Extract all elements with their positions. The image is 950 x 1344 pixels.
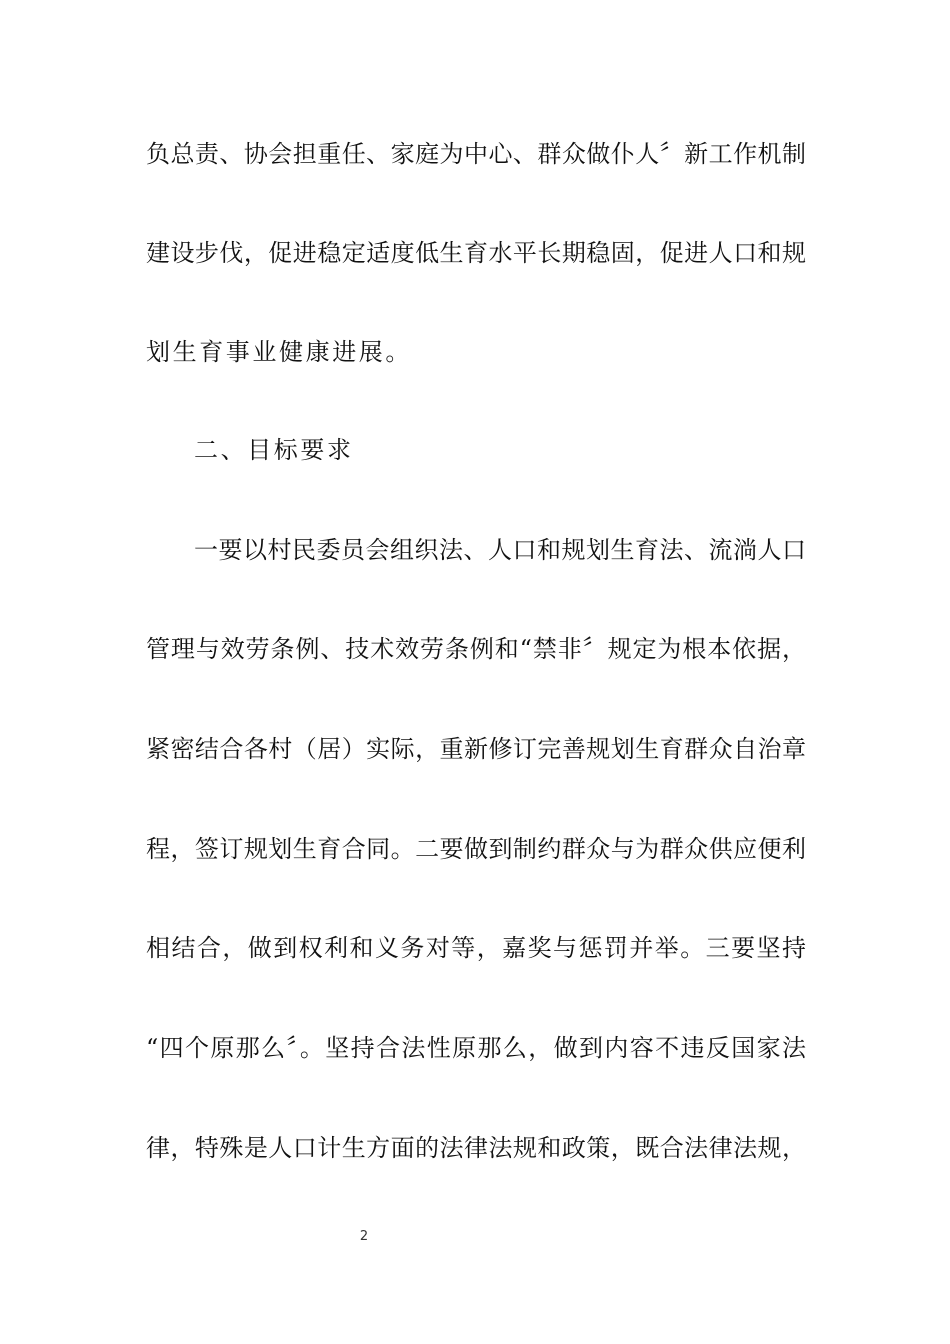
body-text-line: 负总责、协会担重任、家庭为中心、群众做仆人〞新工作机制 xyxy=(146,140,806,168)
body-text-line: 划生育事业健康进展。 xyxy=(146,338,412,366)
body-text-line: “四个原那么〞。坚持合法性原那么，做到内容不违反国家法 xyxy=(146,1034,806,1062)
body-text-line: 一要以村民委员会组织法、人口和规划生育法、流淌人口 xyxy=(194,536,806,564)
body-text-line: 建设步伐，促进稳定适度低生育水平长期稳固，促进人口和规 xyxy=(146,239,806,267)
body-text-line: 相结合，做到权利和义务对等，嘉奖与惩罚并举。三要坚持 xyxy=(146,934,806,962)
body-text-line: 紧密结合各村（居）实际，重新修订完善规划生育群众自治章 xyxy=(146,735,806,763)
body-text-line: 程，签订规划生育合同。二要做到制约群众与为群众供应便利 xyxy=(146,835,806,863)
body-text-line: 管理与效劳条例、技术效劳条例和“禁非〞规定为根本依据， xyxy=(146,635,806,663)
body-text-line: 律，特殊是人口计生方面的法律法规和政策，既合法律法规， xyxy=(146,1134,806,1162)
section-heading: 二、目标要求 xyxy=(194,436,354,464)
page-number: 2 xyxy=(359,1229,369,1244)
